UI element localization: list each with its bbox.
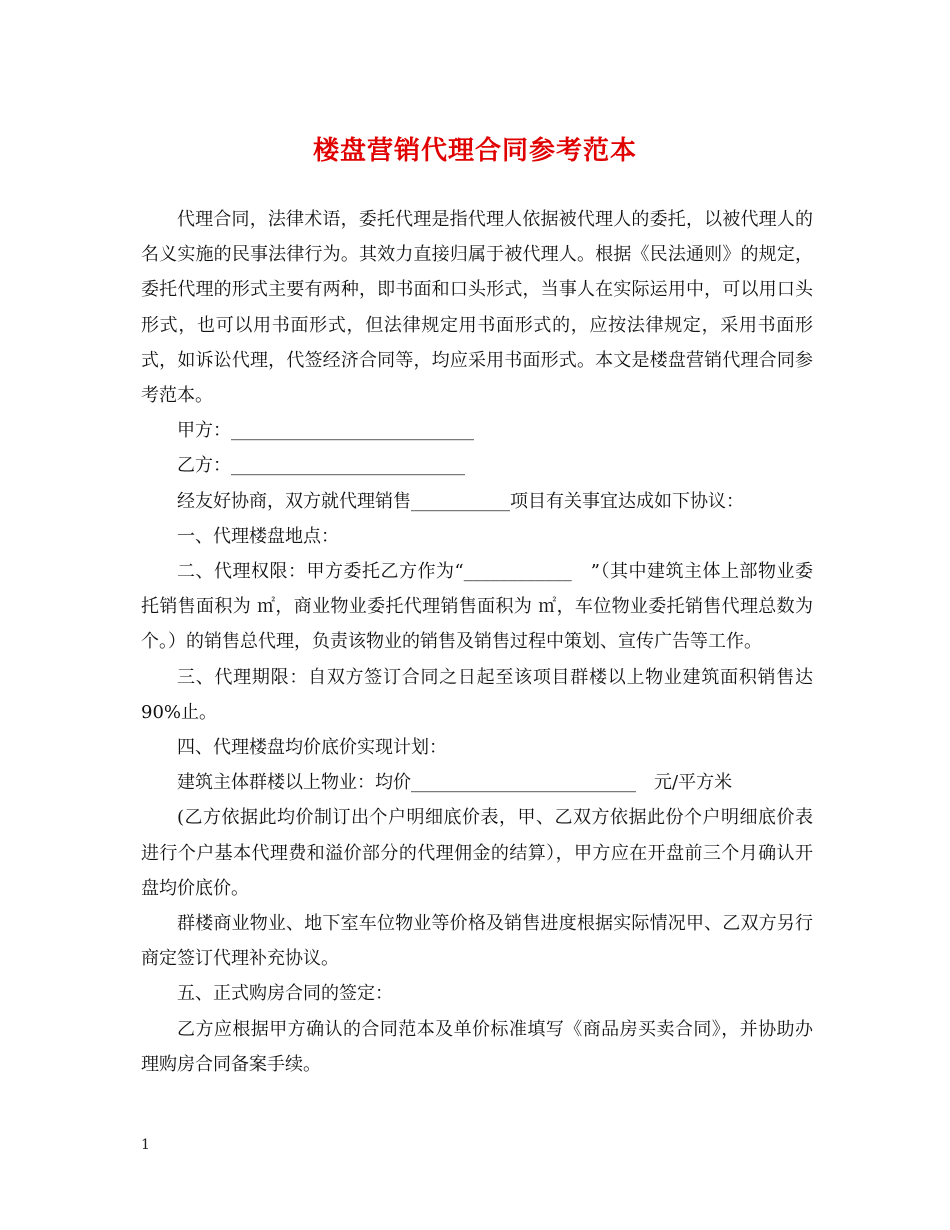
section-5-heading: 五、正式购房合同的签定： — [177, 983, 393, 1005]
agreement-preamble: 经友好协商，双方就代理销售___________项目有关事宜达成如下协议： — [177, 490, 744, 512]
average-price-line: 建筑主体群楼以上物业：均价_________________________ 元/平方米 — [177, 772, 733, 794]
page-number: 1 — [141, 1137, 150, 1153]
section-4-heading: 四、代理楼盘均价底价实现计划： — [177, 737, 447, 759]
party-b-line: 乙方：__________________________ — [177, 455, 465, 477]
party-a-line: 甲方：___________________________ — [177, 420, 474, 442]
price-table-paragraph: (乙方依据此均价制订出个户明细底价表，甲、乙双方依据此份个户明细底价表进行个户基本代理费和溢价部分的代理佣金的结算），甲方应在开盘前三个月确认开盘均价底价。 — [141, 807, 813, 899]
intro-paragraph: 代理合同，法律术语，委托代理是指代理人依据被代理人的委托，以被代理人的名义实施的民事法律行为。其效力直接归属于被代理人。根据《民法通则》的规定，委托代理的形式主要有两种，即书面和口头形式，当事人在实际运用中，可以用口头形式，也可以用书面形式，但法律规定用书面形式的，应按法律规定，采用书面形式，如诉讼代理，代签经济合同等，均应采用书面形式。本文是楼盘营销代理合同参考范本。 — [141, 209, 813, 407]
section-3-paragraph: 三、代理期限：自双方签订合同之日起至该项目群楼以上物业建筑面积销售达90%止。 — [141, 666, 813, 723]
section-2-paragraph: 二、代理权限：甲方委托乙方作为“____________ ”（其中建筑主体上部物业委托销售面积为 ㎡，商业物业委托代理销售面积为 ㎡，车位物业委托销售代理总数为 个。）的销售总代理，负责该物业的销售及销售过程中策划、宣传广告等工作。 — [141, 561, 813, 653]
document-title: 楼盘营销代理合同参考范本 — [312, 136, 637, 166]
purchase-contract-paragraph: 乙方应根据甲方确认的合同范本及单价标准填写《商品房买卖合同》，并协助办理购房合同备案手续。 — [141, 1018, 813, 1075]
section-1-heading: 一、代理楼盘地点： — [177, 525, 339, 547]
commercial-property-paragraph: 群楼商业物业、地下室车位物业等价格及销售进度根据实际情况甲、乙双方另行商定签订代理补充协议。 — [141, 913, 813, 970]
document-body — [141, 202, 813, 1082]
